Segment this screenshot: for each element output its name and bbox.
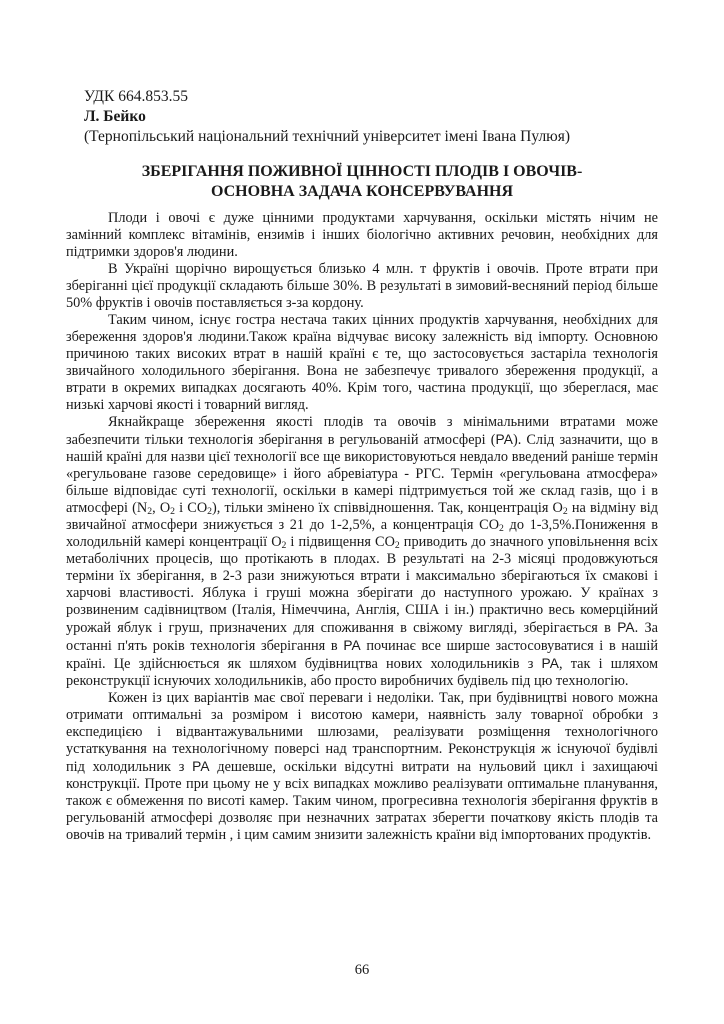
- document-page: [66, 0, 658, 1024]
- affiliation: (Тернопільський національний технічний університет імені Івана Пулюя): [84, 128, 571, 145]
- author-name: Л. Бейко: [84, 108, 146, 125]
- paragraph-3: Таким чином, існує гостра нестача таких цінних продуктів харчування, необхідних для збереження здоров'я людини.Також країна відчуває високу залежність від імпорту. Основною причиною таких високих втрат в нашій країні є те, що застосовується застаріла технологія звичайного холодильного зберігання. Вона не забезпечує тривалого збереження продукції, а втрати в окремих випадках досягають 40%. Крім того, частина продукції, що збереглася, має низькі харчові якості і товарний вигляд.: [66, 312, 658, 413]
- paragraph-4: Якнайкраще збереження якості плодів та овочів з мінімальними втратами може забезпечити тільки технологія зберігання в регульованій атмосфері (РА). Слід зазначити, що в нашій країні для назви цієї технології все ще використовуються невдало введений раніше термін «регульоване газове середовище» і його абревіатура - РГС. Термін «регульована атмосфера» більше відповідає суті технології, оскільки в камері підтримується той же склад газів, що і в атмосфері (N2, O2 і CO2), тільки змінено їх співвідношення. Так, концентрація O2 на відміну від звичайної атмосфери знижується з 21 до 1-2,5%, а концентрація CO2 до 1-3,5%.Пониження в холодильній камері концентрації O2 і підвищення CO2 приводить до значного уповільнення всіх метаболічних процесів, що протікають в плодах. В результаті на 2-3 місяці продовжуються терміни їх зберігання, в 2-3 рази знижуються втрати і максимально зберігаються їх смакові і харчові властивості. Яблука і груші можна зберігати до наступного урожаю. У країнах з розвиненим садівництвом (Італія, Німеччина, Англія, США і ін.) практично весь комерційний урожай яблук і груш, призначених для споживання в свіжому вигляді, зберігається в РА. За останні п'ять років технологія зберігання в РА починає все ширше застосовуватися і в нашій країні. Це здійснюється як шляхом будівництва нових холодильників з РА, так і шляхом реконструкції існуючих холодильників, або просто виробничих будівель під цю технологію.: [66, 414, 659, 689]
- paragraph-1: Плоди і овочі є дуже цінними продуктами харчування, оскільки містять нічим не замінний комплекс вітамінів, ензимів і інших біологічно активних речовин, необхідних для підтримки здоров'я людини.: [66, 210, 658, 260]
- page-number: 66: [354, 962, 370, 978]
- paragraph-5: Кожен із цих варіантів має свої переваги і недоліки. Так, при будівництві нового можна отримати оптимальні за розміром і висотою камери, наявність залу товарної обробки з експедицією і відвантажувальними шлюзами, реалізувати розміщення технологічного устаткування на технологічному поверсі над транспортним. Реконструкція ж існуючої будівлі під холодильник з РА дешевше, оскільки відсутні витрати на нульовий цикл і захищаючі конструкції. Проте при цьому не у всіх випадках можливо реалізувати оптимальне планування, також є обмеження по висоті камер. Таким чином, прогресивна технологія зберігання фруктів в регульованій атмосфері дозволяє при незначних затратах зберегти початкову якість плодів та овочів на тривалий термін , і цим самим знизити залежність країни від імпортованих продуктів.: [66, 690, 659, 843]
- article-body: [66, 210, 658, 844]
- udc-code: УДК 664.853.55: [84, 88, 188, 105]
- article-title-line-1: ЗБЕРІГАННЯ ПОЖИВНОЇ ЦІННОСТІ ПЛОДІВ І ОВОЧІВ-: [141, 163, 583, 180]
- document-header: [66, 0, 658, 147]
- article-title: [66, 162, 658, 202]
- article-title-line-2: ОСНОВНА ЗАДАЧА КОНСЕРВУВАННЯ: [210, 183, 514, 200]
- paragraph-2: В Україні щорічно вирощується близько 4 млн. т фруктів і овочів. Проте втрати при зберіганні цієї продукції складають більше 30%. В результаті в зимовий-весняний період більше 50% фруктів і овочів поставляється з-за кордону.: [66, 261, 658, 311]
